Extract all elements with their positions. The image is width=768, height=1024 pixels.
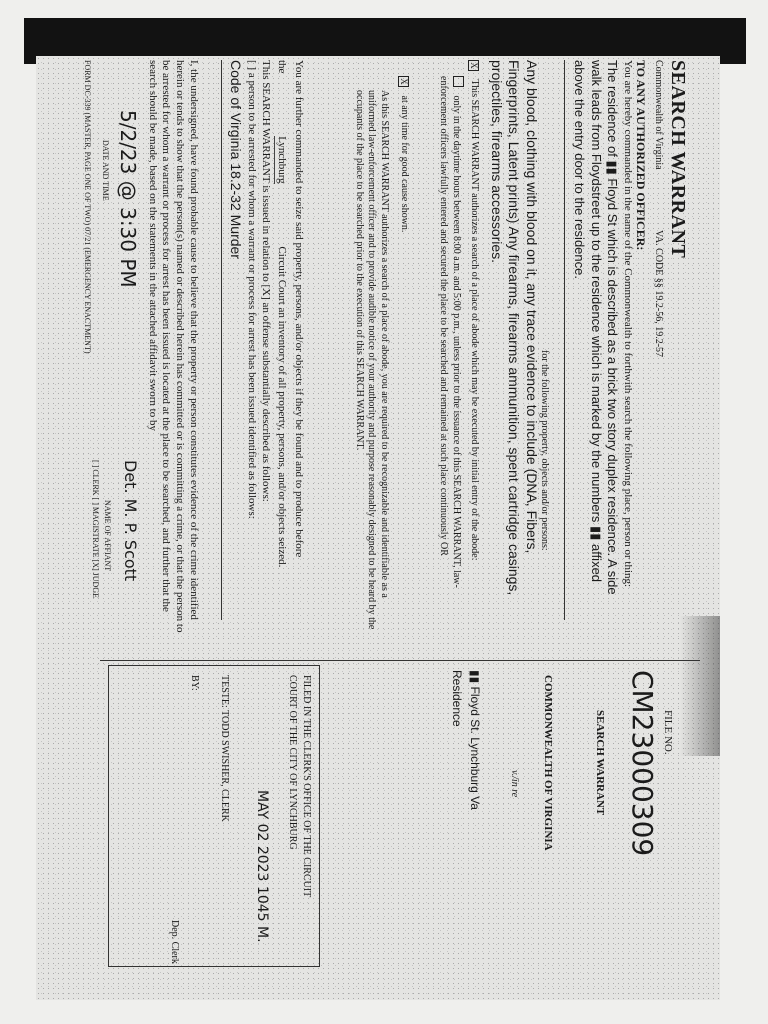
date-label: DATE AND TIME [101,140,110,201]
panel-title: SEARCH WARRANT [594,710,606,816]
property-label: for the following property, objects and/or persons: [539,350,550,551]
file-no-label: FILE NO. [662,710,674,755]
code-reference: VA. CODE §§ 19.2-56, 19.2-57 [653,230,664,358]
authorizes-text: This SEARCH WARRANT authorizes a search of a place of abode which may be executed by initial entry of the abode: [469,79,480,561]
check-box: X [398,76,409,87]
check-box: X [468,60,479,71]
rule-line [564,60,565,620]
filed-text: FILED IN THE CLERK'S OFFICE OF THE CIRCUIT [301,675,312,898]
court-name: Lynchburg [276,136,288,184]
certification-text: I, the undersigned, have found probable cause to believe that the property or person constitutes evidence of the crime identified herein or tends to show that the person(s) named or described herein has committed or is committing a crime, or that the person to be arrested for whom a warrant or process for arrest has been issued is located at the place to be searched, and further that the search should be made, based on the statements in the attached affidavit sworn to by [146,60,200,633]
authorizes-row [468,60,481,640]
anytime-text: at any time for good cause shown. [399,95,410,233]
versus-label: v./in re [509,770,520,798]
person-text: [ ] a person to be arrested for whom a warrant or process for arrest has been issued identified as follows: [246,60,258,519]
file-number: CM23000309 [626,670,659,857]
further-text: You are further commanded to seize said property, persons, and/or objects if they be found and to produce before [293,60,305,558]
daytime-text: only in the daytime hours between 8:00 a.m. and 5:00 p.m., unless prior to the issuance of this SEARCH WARRANT, law-enforcement officers lawfully entered and secured the place to be searched and remained at such place continuously OR [438,76,462,588]
evidence-list: Any blood, clothing with blood on it, any trace evidence to include (DNA, Fibers, Fingerprints, Latent prints) Any firearms, firearms ammunition, spent cartridge casings, projectiles, firearms accessories. [489,60,540,596]
teste-text: TESTE: TODD SWISHER, CLERK [219,675,230,822]
form-number: FORM DC-339 (MASTER, PAGE ONE OF TWO) 07/21 (EMERGENCY ENACTMENT) [83,60,92,354]
court-line [274,60,288,660]
handwritten-date: 5/2/23 @ 3:30 PM [116,110,140,288]
check-box [453,76,464,87]
court-suffix: Circuit Court an inventory of all property, persons, and/or objects seized. [276,246,288,568]
by-label: BY: [189,675,200,691]
recognizable-text: As this SEARCH WARRANT authorizes a search of a place of abode, you are required to be recognizable and identifiable as a uniformed law-enforcement officer and to provide audible notice of your authority and purpose reasonably designed to be heard by the occupants of the place to be searched prior to the execution of this SEARCH WARRANT. [354,90,390,630]
panel-residence: Residence [450,670,464,727]
judge-checkbox-line: [ ] CLERK [ ] MAGISTRATE [X] JUDGE [91,460,100,598]
issued-text: This SEARCH WARRANT is issued in relation to [X] an offense substantially described as follows: [260,60,272,502]
date-stamp: MAY 02 2023 1045 M. [254,790,270,943]
panel-commonwealth: COMMONWEALTH OF VIRGINIA [542,675,554,851]
to-officer-heading: TO ANY AUTHORIZED OFFICER: [634,60,648,251]
warrant-form [80,20,700,980]
command-text: You are hereby commanded in the name of the Commonwealth to forthwith search the following place, person or thing: [622,60,634,588]
divider [221,60,222,620]
affiant-name: Det. M. P. Scott [121,460,140,582]
dep-clerk-label: Dep. Clerk [169,920,180,964]
document-title: SEARCH WARRANT [667,60,689,259]
offense-code: Code of Virginia 18.2-32 Murder [228,60,244,259]
court-prefix: the [276,60,288,74]
panel-address: ▮▮ Floyd St. Lynchburg Va [468,670,482,810]
commonwealth-line: Commonwealth of Virginia [653,60,664,170]
residence-description: The residence of ▮▮ Floyd St which is described as a brick two story duplex residence. A side walk leads from Floydstreet up to the residence which is marked by the numbers ▮▮ affixed above the entry door to the residence. [572,60,620,595]
anytime-row [398,76,411,636]
daytime-row [437,76,464,636]
affiant-label: NAME OF AFFIANT [103,500,112,572]
court-text: COURT OF THE CITY OF LYNCHBURG [287,675,298,850]
